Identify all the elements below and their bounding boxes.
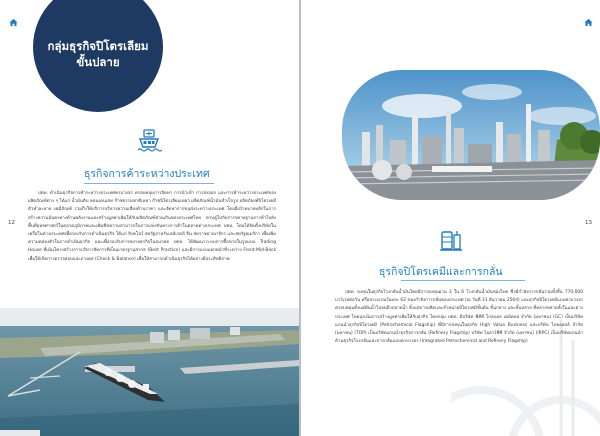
page-number: 13 [585,220,592,226]
port-lng-tanker-photo [0,308,299,436]
page-curl [0,430,40,436]
heading-line-2: ขั้นปลาย [76,55,120,69]
refinery-tank-icon [439,229,463,253]
left-page [0,0,299,436]
section-title: ธุรกิจปิโตรเคมีและการกลั่น [379,266,503,278]
body-text: ปตท. ดำเนินธุรกิจการค้าระหว่างประเทศครบวงจร ครอบคลุมการจัดหา การนำเข้า การส่งออก และการค้าระหว่างประเทศของผลิตภัณฑ์ต่าง ๆ ได้แก่ น้ำมันดิบ คอนเดนเสท ก๊าซธรรมชาติเหลว ก๊าซปิโตรเลียมเหลว ผลิตภัณฑ์น้ำมันสำเร็จรูป ผลิตภัณฑ์ปิโตรเคมี ตัวทำละลาย เคมีภัณฑ์ รวมถึงให้บริการบริหารความเสี่ยงด้านราคา และจัดหาการขนส่งระหว่างประเทศ โดยมีเป้าหมายหลักในการสร้างความมั่นคงทางด้านพลังงานและสร้างมูลค่าเพิ่มให้กับผลิตภัณฑ์ส่วนเกินของประเทศไทย ควบคู่ไปกับการขยายฐานการค้าไปยังพื้นที่ยุทธศาสตร์ในตลาดภูมิภาคและเพิ่มขีดความสามารถในการแข่งขันทางการค้าในตลาดต่างประเทศ ปตท. โดยได้จัดตั้งบริษัทในเครือในต่างประเทศเพื่อรองรับการดำเนินธุรกิจ ได้แก่ สิงคโปร์ สหรัฐอาหรับเอมิเรตส์ จีน สหราชอาณาจักร และสหรัฐอเมริกา เพื่อเพิ่มความคล่องตัวในการดำเนินธุรกิจ และเพื่อรองรับการขยายธุรกิจในอนาคต ปตท. ได้พัฒนาระบบการซื้อขายในรูปแบบ Trading House ที่เน้นโครงสร้างการบริหารจัดการที่เป็นมาตรฐานสากล (Best Practice) และมีการแบ่งแยกหน้าที่ระหว่าง Front-Mid-Back เพื่อให้เกิดการตรวจสอบและถ่วงดุล (Check & Balance) เพื่อให้สามารถดำเนินธุรกิจได้อย่างมีประสิทธิภาพ [28,191,276,262]
body-text: ปตท. ลงทุนในธุรกิจโรงกลั่นน้ำมันโดยมีการลงทุนผ่าน 3 ใน 6 โรงกลั่นน้ำมันของไทย ซึ่งมีกำลังการกลั่นรวมทั้งสิ้น 770,000 บาร์เรลต่อวัน หรือประมาณร้อยละ 62 ของกำลังการกลั่นของประเทศ (ณ วันที่ 31 ธันวาคม 2564) และธุรกิจปิโตรเคมีแบบครบวงจร ครอบคลุมตั้งแต่ต้นน้ำไปจนถึงปลายน้ำ ตั้งแต่การผลิตและจำหน่ายปิโตรเคมีขั้นต้น ขั้นกลาง และขั้นปลาย ที่หลากหลายทั้งในและต่างประเทศ โดยมุ่งเน้นการสร้างมูลค่าเพิ่มให้กับธุรกิจ โดยกลุ่ม ปตท. มีบริษัท พีทีที โกลบอล เคมิคอล จำกัด (มหาชน) (GC) เป็นบริษัทแกนนำธุรกิจปิโตรเคมี (Petrochemical Flagship) ที่มีการลงทุนในธุรกิจ High Value Business และบริษัท ไทยออยล์ จำกัด (มหาชน) (TOP) เป็นบริษัทแกนนำธุรกิจการกลั่น (Refinery Flagship) บริษัท ไออาร์พีซี จำกัด (มหาชน) (IRPC) เป็นบริษัทแกนนำด้านธุรกิจโรงกลั่นและการกลั่นแบบครบวงจร (Integrated Petrochemical and Refinery Flagship) [335,290,583,345]
home-icon[interactable] [9,18,18,27]
refinery-photo [342,70,600,200]
page-heading [33,38,163,70]
section-title: ธุรกิจการค้าระหว่างประเทศ [84,168,210,180]
page-number: 12 [8,220,15,226]
right-page [301,0,600,436]
section-title-underline [84,183,214,184]
section-title-underline [401,280,525,281]
ship-trade-icon [136,128,162,154]
heading-line-1: กลุ่มธุรกิจปิโตรเลียม [47,39,149,53]
home-icon[interactable] [584,18,593,27]
